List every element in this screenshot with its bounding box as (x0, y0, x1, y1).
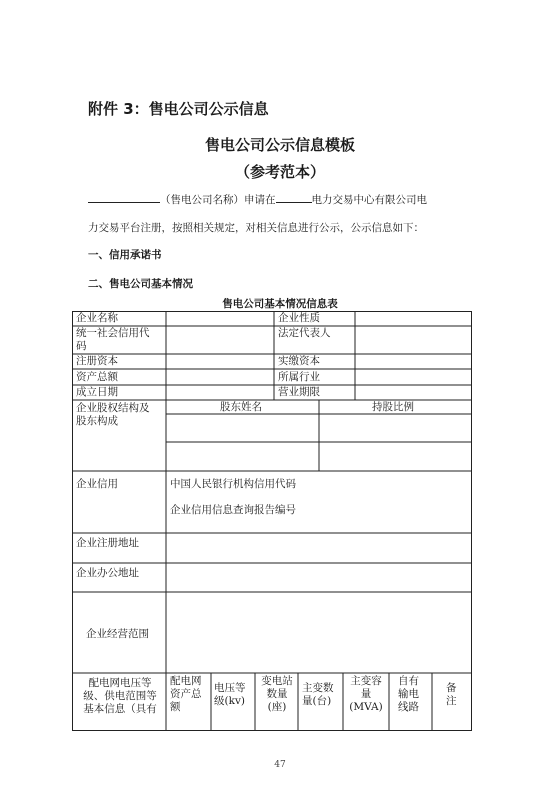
label-dist-line1: 配电网电压等 (88, 677, 152, 689)
header-transformer-count (302, 682, 334, 708)
label-registered-capital: 注册资本 (76, 355, 118, 367)
header-network-assets-line1: 配电网 (170, 675, 202, 687)
label-total-assets: 资产总额 (76, 371, 118, 383)
label-equity-structure (76, 402, 150, 428)
label-legal-rep: 法定代表人 (278, 327, 331, 339)
label-industry: 所属行业 (278, 371, 320, 383)
label-registered-address: 企业注册地址 (76, 537, 139, 549)
header-voltage-line1: 电压等 (214, 682, 246, 694)
header-own-lines-line3: 线路 (398, 701, 419, 713)
section-basic-info: 二、售电公司基本情况 (88, 278, 193, 290)
header-transformer-line1: 主变数 (302, 682, 334, 694)
header-own-lines-line1: 自有 (398, 675, 419, 687)
label-office-address: 企业办公地址 (76, 567, 139, 579)
section-credit-commitment: 一、信用承诺书 (88, 249, 162, 261)
header-voltage-level (214, 682, 246, 708)
header-remark (446, 682, 457, 708)
label-credit-code-line1: 统一社会信用代 (76, 327, 150, 339)
label-equity-line1: 企业股权结构及 (76, 402, 150, 414)
header-capacity-line1: 主变容 (350, 675, 382, 687)
document-title: 售电公司公示信息模板 (204, 136, 355, 154)
header-network-assets-line2: 资产总 (170, 688, 202, 700)
label-dist-line2: 级、供电范围等 (83, 690, 157, 702)
exchange-name-blank (276, 191, 312, 203)
header-capacity-line2: 量 (360, 688, 372, 700)
header-substation-line2: 数量 (266, 688, 288, 700)
intro-paragraph (88, 191, 476, 207)
label-company-name: 企业名称 (76, 312, 118, 324)
label-credit-code-line2: 码 (76, 340, 87, 352)
label-distribution-network (78, 677, 162, 716)
label-dist-line3: 基本信息（具有 (83, 703, 157, 715)
attachment-title: 附件 3：售电公司公示信息 (88, 100, 269, 118)
header-own-lines-line2: 输电 (398, 688, 419, 700)
label-enterprise-credit: 企业信用 (76, 478, 118, 490)
intro-part1: （售电公司名称）申请在 (160, 194, 276, 206)
header-transformer-capacity (346, 675, 386, 714)
company-name-blank (88, 191, 160, 203)
label-equity-line2: 股东构成 (76, 415, 118, 427)
header-substation-line3: (座) (267, 701, 287, 713)
label-business-scope: 企业经营范围 (86, 628, 149, 640)
header-capacity-line3: (MVA) (349, 701, 383, 713)
header-substation-line1: 变电站 (261, 675, 293, 687)
header-voltage-line2: 级(kv) (214, 695, 245, 707)
header-network-assets-line3: 额 (170, 701, 181, 713)
header-shareholder-name: 股东姓名 (220, 401, 262, 413)
label-paid-capital: 实缴资本 (278, 355, 320, 367)
label-company-nature: 企业性质 (278, 312, 320, 324)
page-number: 47 (274, 760, 286, 770)
header-network-assets (170, 675, 202, 714)
header-remark-line2: 注 (446, 695, 457, 707)
label-credit-report-number: 企业信用信息查询报告编号 (170, 504, 296, 516)
header-transformer-line2: 量(台) (302, 695, 332, 707)
table-grid (72, 311, 472, 731)
label-business-term: 营业期限 (278, 386, 320, 398)
label-established-date: 成立日期 (76, 386, 118, 398)
label-credit-code (76, 327, 150, 353)
header-remark-line1: 备 (446, 682, 457, 694)
header-share-ratio: 持股比例 (372, 401, 414, 413)
header-substation-count (259, 675, 295, 714)
table-caption: 售电公司基本情况信息表 (222, 298, 338, 310)
header-own-lines (398, 675, 419, 714)
intro-part2: 电力交易中心有限公司电 (311, 194, 427, 206)
intro-line2: 力交易平台注册，按照相关规定，对相关信息进行公示，公示信息如下： (88, 222, 424, 234)
label-pboc-credit-code: 中国人民银行机构信用代码 (170, 478, 296, 490)
document-subtitle: （参考范本） (234, 163, 325, 181)
company-info-table (72, 311, 472, 731)
